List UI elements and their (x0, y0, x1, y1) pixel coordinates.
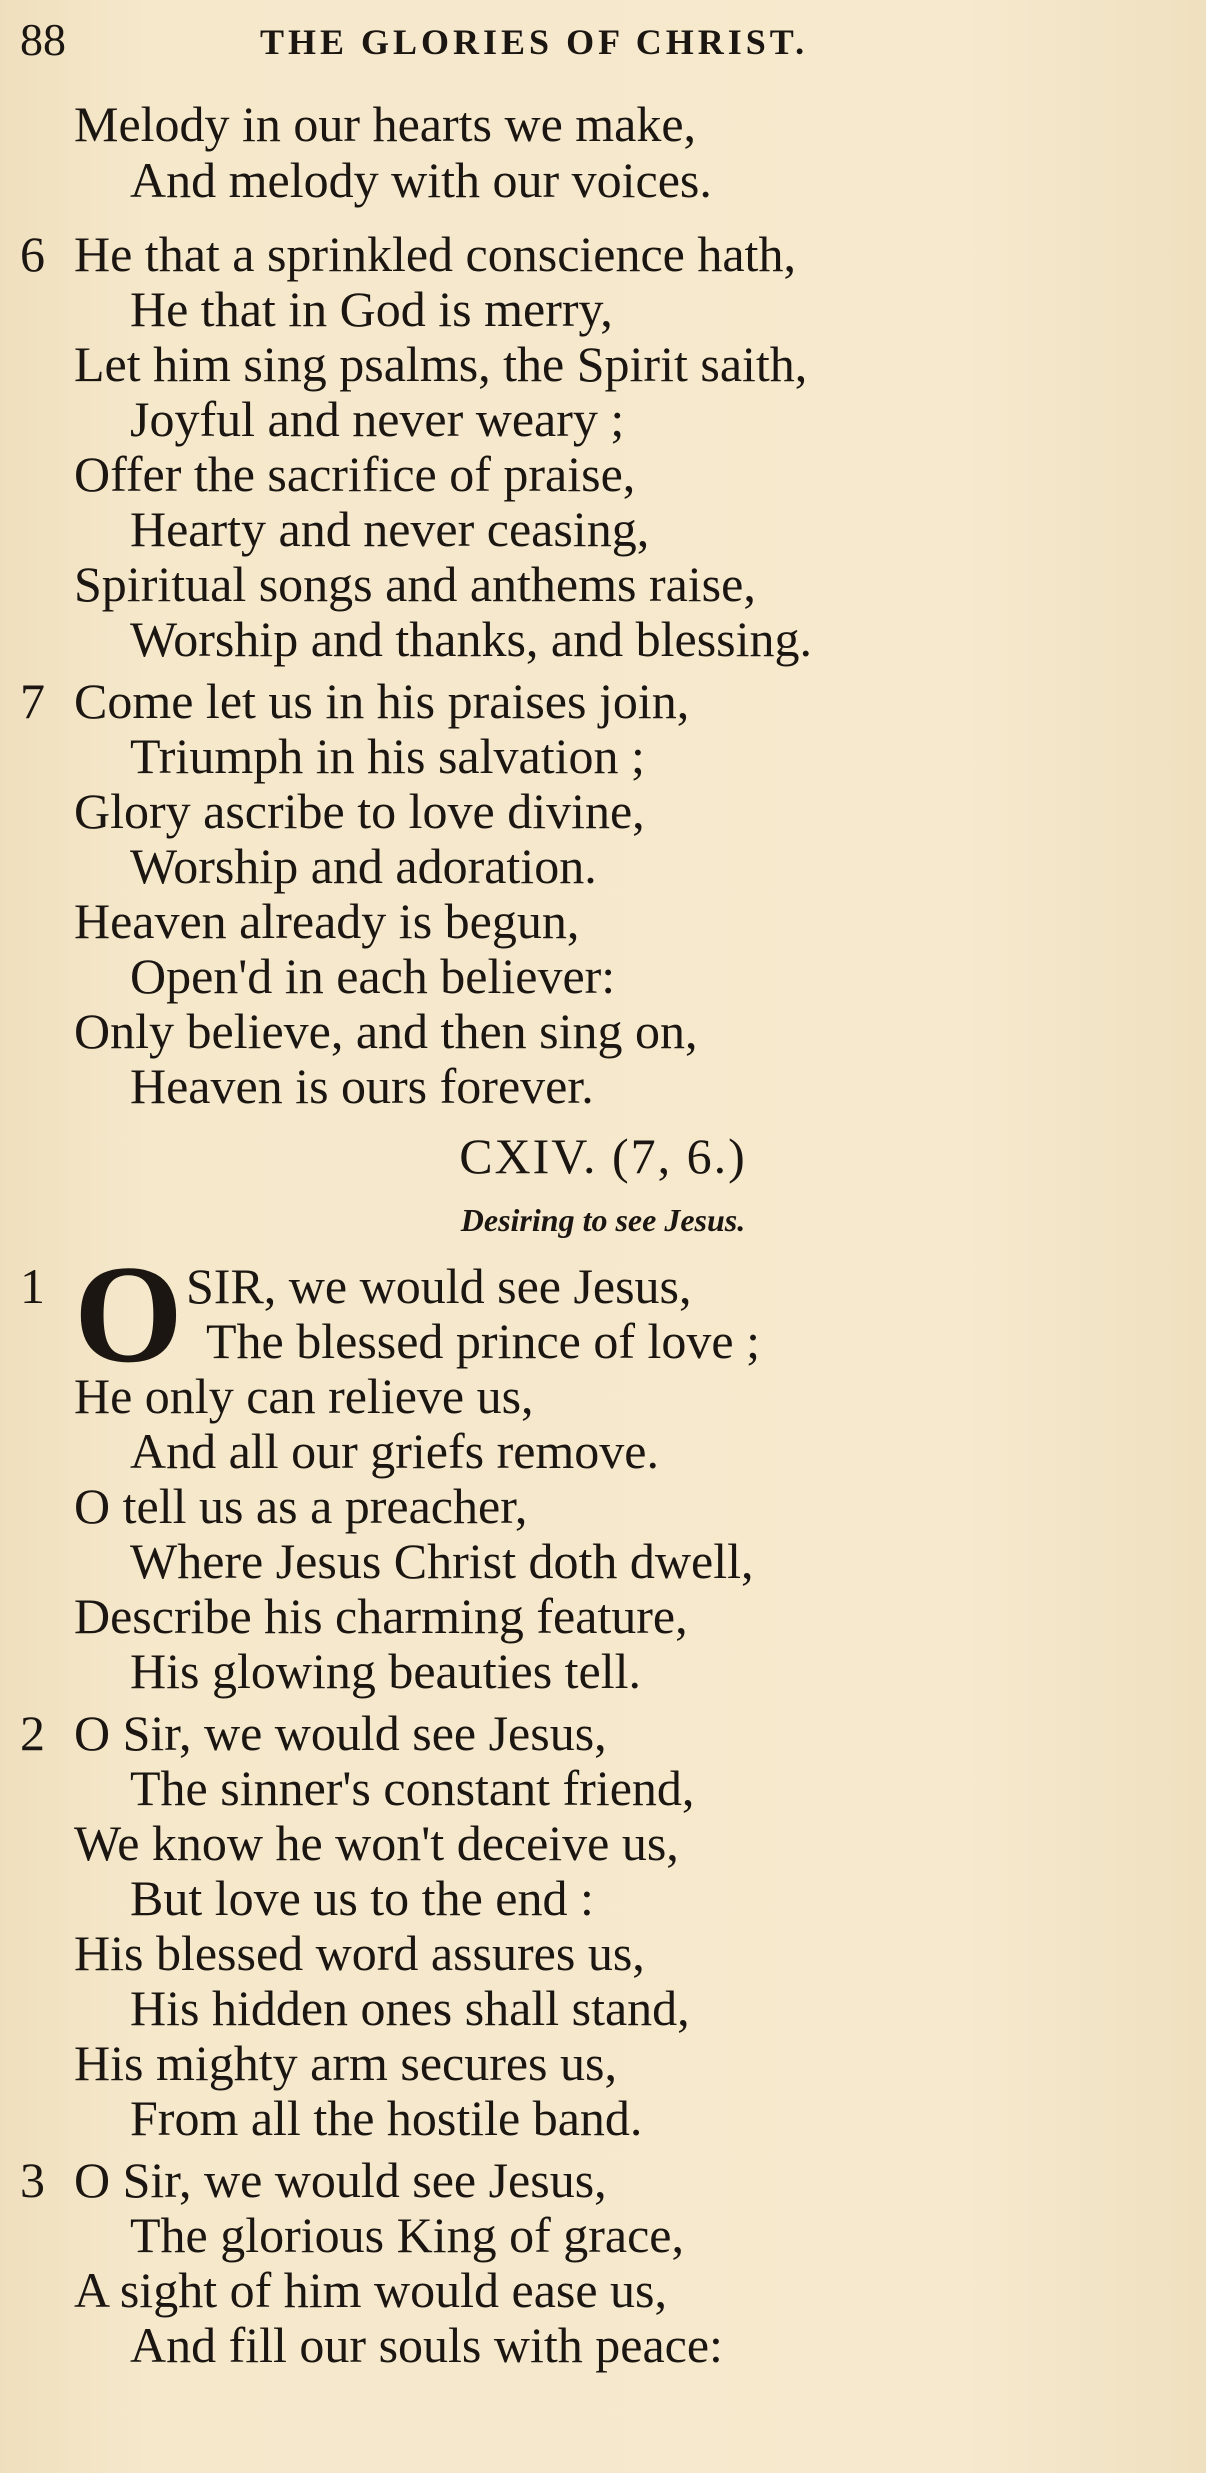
verse-line: And fill our souls with peace: (130, 2317, 723, 2373)
verse-line: A sight of him would ease us, (74, 2262, 668, 2318)
verse-line: Let him sing psalms, the Spirit saith, (74, 336, 808, 392)
verse-line: The blessed prince of love ; (206, 1313, 760, 1369)
verse-line: O tell us as a preacher, (74, 1478, 528, 1534)
verse-line: Describe his charming feature, (74, 1588, 688, 1644)
verse-number: 6 (20, 226, 45, 282)
page-number: 88 (20, 14, 66, 65)
verse-line: He that a sprinkled conscience hath, (74, 226, 796, 282)
verse-line: He only can relieve us, (74, 1368, 534, 1424)
hymn-subtitle: Desiring to see Jesus. (460, 1202, 746, 1238)
verse-line: He that in God is merry, (130, 281, 613, 337)
verse-line: Hearty and never ceasing, (130, 501, 650, 557)
verse-number: 1 (20, 1258, 45, 1314)
hymn-number: CXIV. (7, 6.) (459, 1128, 747, 1184)
running-title: THE GLORIES OF CHRIST. (260, 22, 809, 62)
verse-line: The glorious King of grace, (130, 2207, 685, 2263)
verse-line: Only believe, and then sing on, (74, 1003, 698, 1059)
verse-line: And all our griefs remove. (130, 1423, 660, 1479)
verse-line: O Sir, we would see Jesus, (74, 2152, 607, 2208)
verse-line: Melody in our hearts we make, (74, 96, 697, 152)
verse-number: 7 (20, 673, 45, 729)
verse-line: Glory ascribe to love divine, (74, 783, 645, 839)
verse-line: Spiritual songs and anthems raise, (74, 556, 756, 612)
verse-line: His blessed word assures us, (74, 1925, 645, 1981)
verse-line: His glowing beauties tell. (130, 1643, 642, 1699)
drop-cap: O (74, 1237, 183, 1392)
verse-line: Open'd in each believer: (130, 948, 616, 1004)
verse-line: Heaven already is begun, (74, 893, 580, 949)
verse-line: Joyful and never weary ; (130, 391, 625, 447)
verse-line: The sinner's constant friend, (130, 1760, 695, 1816)
page-header (20, 12, 1180, 72)
verse-line: O Sir, we would see Jesus, (74, 1705, 607, 1761)
verse-line: Offer the sacrifice of praise, (74, 446, 636, 502)
verse-line: Worship and adoration. (130, 838, 597, 894)
verse-number: 3 (20, 2152, 45, 2208)
verse-line: His hidden ones shall stand, (130, 1980, 690, 2036)
verse-line: But love us to the end : (130, 1870, 594, 1926)
verse-line: SIR, we would see Jesus, (186, 1258, 692, 1314)
verse-line: From all the hostile band. (130, 2090, 643, 2146)
verse-line: Worship and thanks, and blessing. (130, 611, 813, 667)
verse-number: 2 (20, 1705, 45, 1761)
verse-line: We know he won't deceive us, (74, 1815, 679, 1871)
verse-line: And melody with our voices. (130, 152, 712, 208)
verse-line: Come let us in his praises join, (74, 673, 690, 729)
verse-line: Heaven is ours forever. (130, 1058, 594, 1114)
verse-line: Where Jesus Christ doth dwell, (130, 1533, 754, 1589)
verse-line: His mighty arm secures us, (74, 2035, 617, 2091)
verse-line: Triumph in his salvation ; (130, 728, 645, 784)
